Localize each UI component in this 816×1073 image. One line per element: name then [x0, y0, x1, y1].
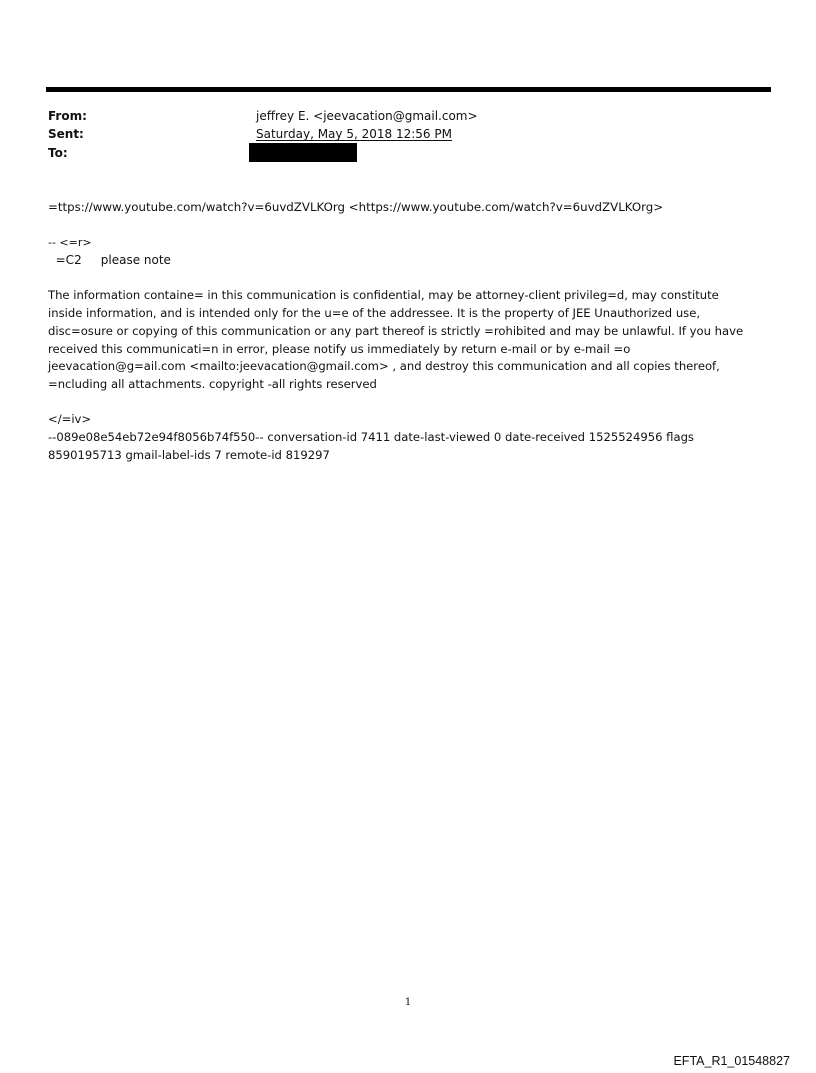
sent-label: Sent:	[48, 127, 84, 141]
from-label: From:	[48, 109, 87, 123]
bates-number: EFTA_R1_01548827	[673, 1054, 790, 1068]
sent-value: Saturday, May 5, 2018 12:56 PM	[256, 127, 452, 141]
disclaimer-line: jeevacation@g=ail.com <mailto:jeevacation@gmail.com> , and destroy this communication and all copies thereof,	[48, 359, 720, 373]
signature-line-1: -- <=r>	[48, 236, 92, 249]
youtube-link-line: =ttps://www.youtube.com/watch?v=6uvdZVLKOrg <https://www.youtube.com/watch?v=6uvdZVLKOrg>	[48, 200, 664, 214]
metadata-line: 8590195713 gmail-label-ids 7 remote-id 819297	[48, 448, 330, 462]
header-divider	[46, 87, 771, 92]
disclaimer-line: inside information, and is intended only for the u=e of the addressee. It is the property of JEE Unauthorized use,	[48, 306, 701, 320]
signature-line-2: =C2 please note	[48, 253, 171, 267]
from-value: jeffrey E. <jeevacation@gmail.com>	[256, 109, 478, 123]
to-label: To:	[48, 146, 68, 160]
metadata-line: --089e08e54eb72e94f8056b74f550-- conversation-id 7411 date-last-viewed 0 date-received 1525524956 flags	[48, 430, 694, 444]
to-redaction	[249, 143, 357, 162]
disclaimer-line: received this communicati=n in error, please notify us immediately by return e-mail or by e-mail =o	[48, 342, 631, 356]
disclaimer-line: The information containe= in this communication is confidential, may be attorney-client privileg=d, may constitute	[48, 288, 719, 302]
page-number: 1	[404, 997, 412, 1008]
disclaimer-line: =ncluding all attachments. copyright -all rights reserved	[48, 377, 377, 391]
disclaimer-line: disc=osure or copying of this communication or any part thereof is strictly =rohibited and may be unlawful. If you have	[48, 324, 744, 338]
closing-tag: </=iv>	[48, 412, 92, 426]
